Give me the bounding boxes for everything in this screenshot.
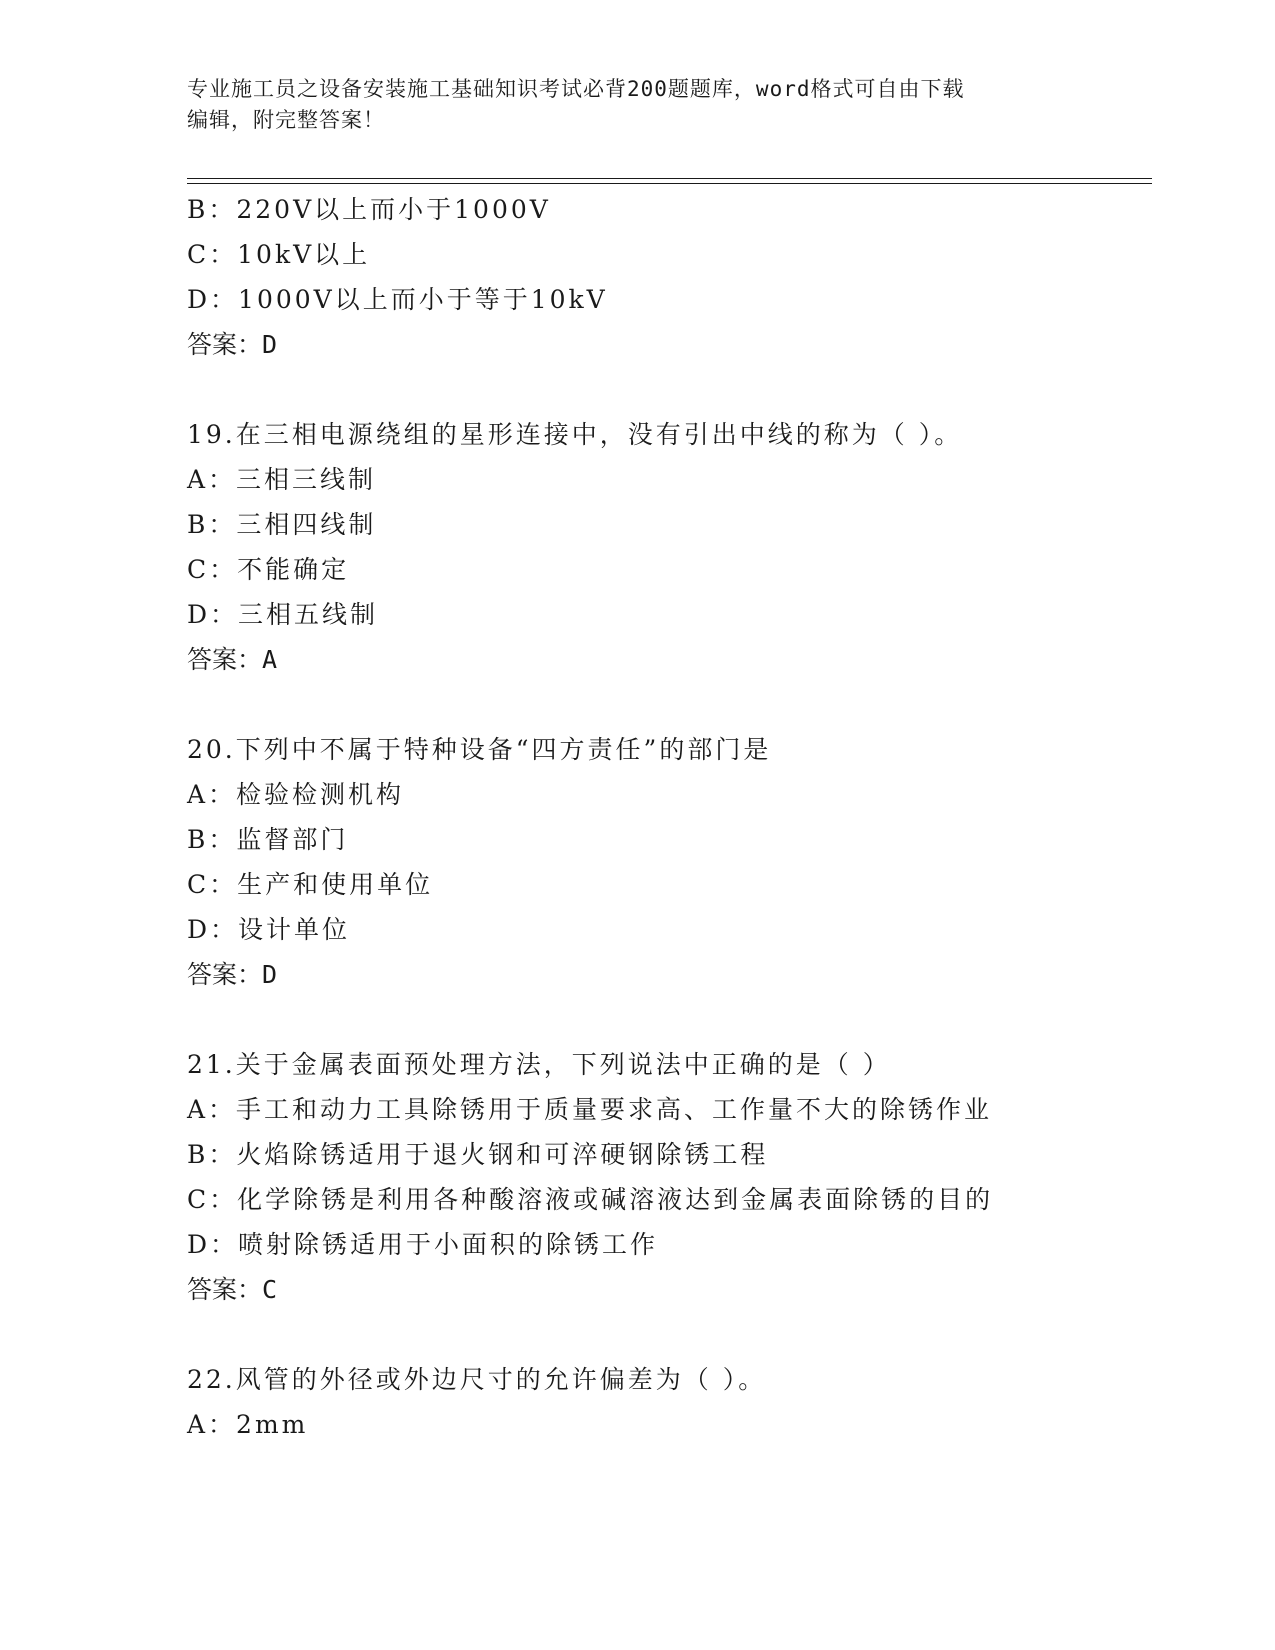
q19-option-c: C：不能确定 (187, 555, 350, 584)
header-divider-bottom (187, 183, 1152, 184)
header-title-line-2: 编辑，附完整答案！ (187, 108, 385, 132)
q20-stem: 20.下列中不属于特种设备“四方责任”的部门是 (187, 735, 772, 764)
q19-option-a: A：三相三线制 (187, 465, 377, 494)
q20-answer: 答案：D (187, 960, 278, 989)
q22-option-a: A：2mm (187, 1410, 309, 1439)
q21-option-c: C：化学除锈是利用各种酸溶液或碱溶液达到金属表面除锈的目的 (187, 1185, 994, 1214)
q20-option-d: D：设计单位 (187, 915, 351, 944)
q20-option-a: A：检验检测机构 (187, 780, 405, 809)
q21-option-b: B：火焰除锈适用于退火钢和可淬硬钢除锈工程 (187, 1140, 769, 1169)
q21-stem: 21.关于金属表面预处理方法，下列说法中正确的是（ ） (187, 1050, 891, 1079)
header-divider-top (187, 178, 1152, 179)
q19-option-b: B：三相四线制 (187, 510, 377, 539)
header-title-line-1: 专业施工员之设备安装施工基础知识考试必背200题题库，word格式可自由下载 (187, 77, 965, 101)
q21-option-d: D：喷射除锈适用于小面积的除锈工作 (187, 1230, 659, 1259)
q19-stem: 19.在三相电源绕组的星形连接中，没有引出中线的称为（ ）。 (187, 420, 963, 449)
q21-option-a: A：手工和动力工具除锈用于质量要求高、工作量不大的除锈作业 (187, 1095, 993, 1124)
q20-option-b: B：监督部门 (187, 825, 349, 854)
q22-stem: 22.风管的外径或外边尺寸的允许偏差为（ ）。 (187, 1365, 767, 1394)
q19-option-d: D：三相五线制 (187, 600, 379, 629)
q18-option-c: C：10kV以上 (187, 240, 371, 269)
q20-option-c: C：生产和使用单位 (187, 870, 434, 899)
q21-answer: 答案：C (187, 1275, 278, 1304)
document-header (187, 74, 1067, 136)
q18-option-b: B：220V以上而小于1000V (187, 195, 551, 224)
q18-option-d: D：1000V以上而小于等于10kV (187, 285, 608, 314)
q18-answer: 答案：D (187, 330, 278, 359)
q19-answer: 答案：A (187, 645, 278, 674)
